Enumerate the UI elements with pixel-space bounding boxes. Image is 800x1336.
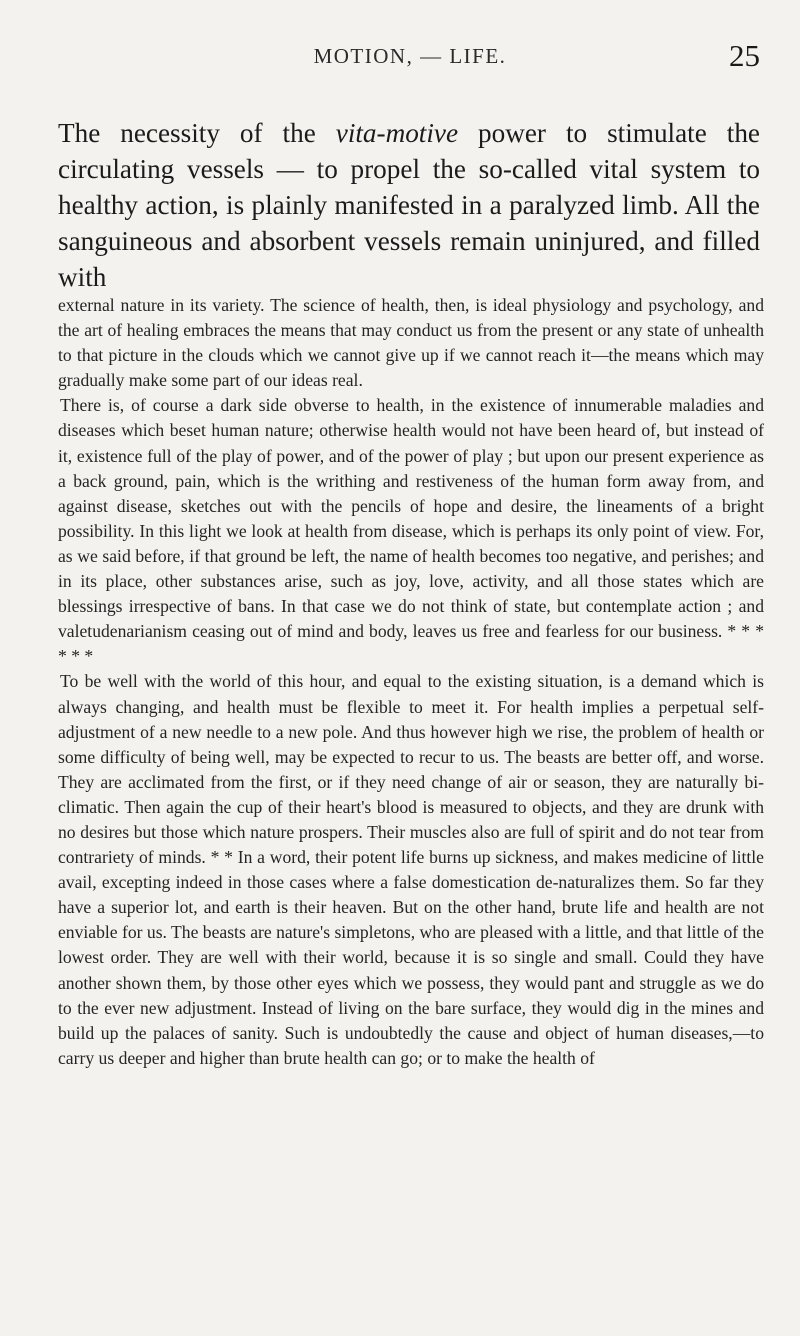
body-paragraph: There is, of course a dark side obverse to health, in the existence of innumerable maladies and diseases which beset human nature; otherwise health would not have been heard of, but instead of it, existence full of the play of power, and of the power of play ; but upon our present experience as a back ground, pain, which is the writhing and restiveness of the human form away from, and against disease, sketches out with the pencils of hope and desire, the lineaments of a bright possibility. In this light we look at health from disease, which is perhaps its only point of view. For, as we said before, if that ground be left, the name of health becomes too negative, and perishes; and in its place, other substances arise, such as joy, love, activity, and all those states which are blessings irrespective of bans. In that case we do not think of state, but contemplate action ; and valetudenarianism ceasing out of mind and body, leaves us free and fearless for our business. * * * * * * — [58, 395, 764, 667]
running-head-title: MOTION, — LIFE. — [313, 44, 507, 68]
running-head — [60, 40, 760, 74]
intro-text-start: The necessity of the — [58, 118, 336, 148]
intro-text-end: power to stimulate the circulating vessels — to propel the so-called vital system to healthy action, is plainly manifested in a paralyzed limb. All the sanguineous and absorbent vessels remain uninjured, and filled with — [58, 118, 760, 292]
body-paragraph: external nature in its variety. The science of health, then, is ideal physiology and psychology, and the art of healing embraces the means that may conduct us from the present or any state of unhealth to that picture in the clouds which we cannot give up if we cannot reach it—the means which may gradually make some part of our ideas real. — [58, 295, 764, 391]
intro-emphasis: vita-motive — [335, 118, 459, 148]
body-text — [58, 293, 764, 1071]
intro-paragraph — [58, 115, 760, 295]
body-paragraph: To be well with the world of this hour, and equal to the existing situation, is a demand which is always changing, and health must be flexible to meet it. For health implies a perpetual self-adjustment of a new needle to a new pole. And thus however high we rise, the problem of health or some difficulty of being well, may be expected to recur to us. The beasts are better off, and worse. They are acclimated from the first, or if they need change of air or season, they are naturally bi-climatic. Then again the cup of their heart's blood is measured to objects, and they are drunk with no desires but those which nature prospers. Their muscles also are full of spirit and do not tear from contrariety of minds. * * In a word, their potent life burns up sickness, and makes medicine of little avail, excepting indeed in those cases where a false domestication de-naturalizes them. So far they have a superior lot, and earth is their heaven. But on the other hand, brute life and health are not enviable for us. The beasts are nature's simpletons, who are pleased with a little, and that little of the lowest order. They are well with their world, because it is so single and small. Could they have another shown them, by those other eyes which we possess, they would pant and struggle as we do to the ever new adjustment. Instead of living on the bare surface, they would dig in the mines and build up the palaces of sanity. Such is undoubtedly the cause and object of human diseases,—to carry us deeper and higher than brute health can go; or to make the health of — [58, 671, 764, 1068]
page-number: 25 — [729, 38, 760, 73]
